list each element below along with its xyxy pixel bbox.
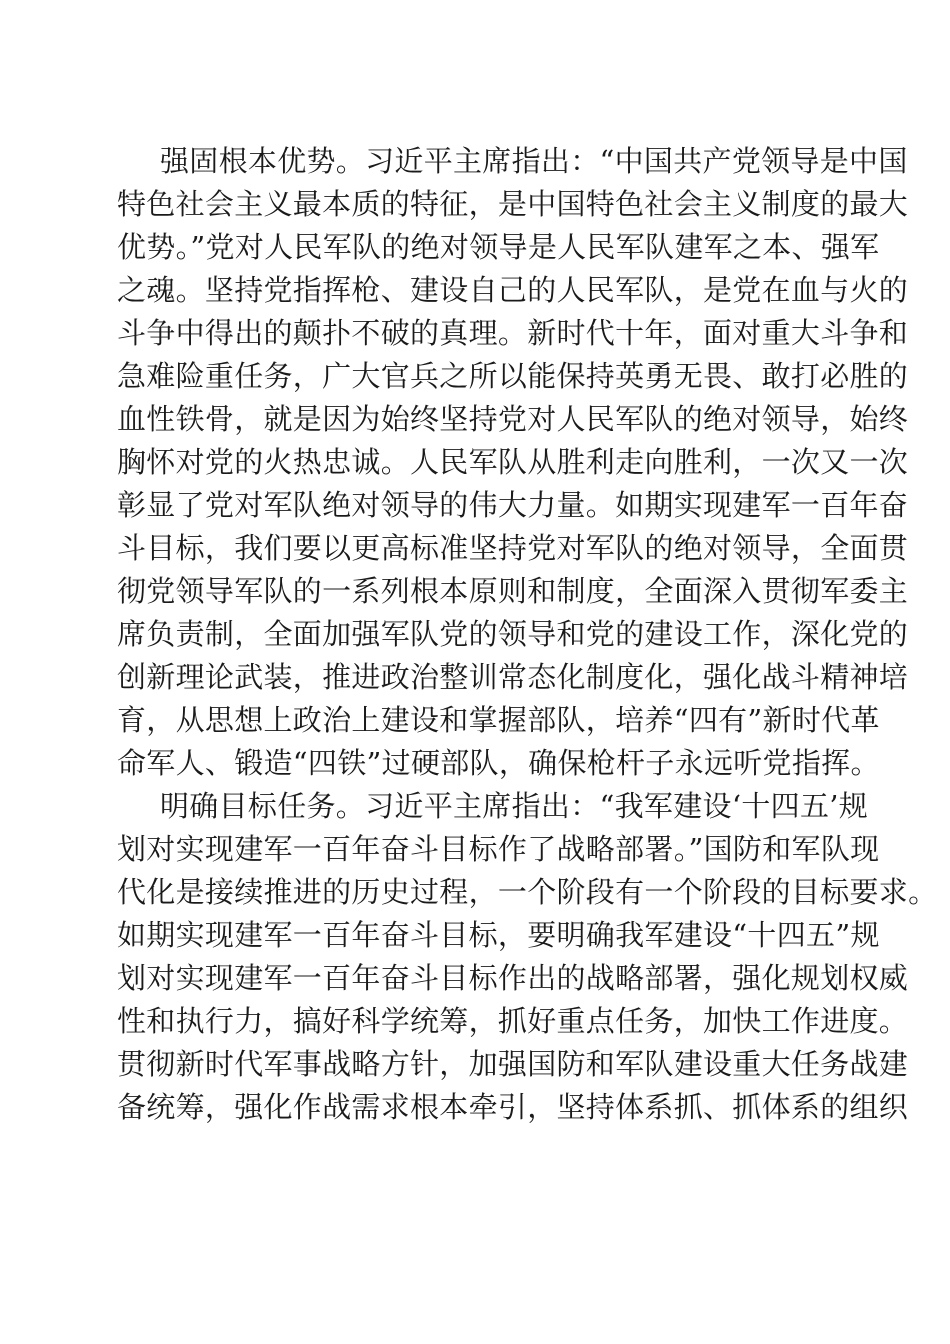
paragraph-1-line-9: 彰显了党对军队绝对领导的伟大力量。如期实现建军一百年奋 (117, 488, 909, 522)
paragraph-2-line-6: 性和执行力，搞好科学统筹，抓好重点任务，加快工作进度。 (117, 1004, 909, 1038)
paragraph-1-line-6: 急难险重任务，广大官兵之所以能保持英勇无畏、敢打必胜的 (117, 359, 909, 393)
paragraph-1-line-7: 血性铁骨，就是因为始终坚持党对人民军队的绝对领导，始终 (117, 402, 909, 436)
paragraph-2-line-2: 划对实现建军一百年奋斗目标作了战略部署。”国防和军队现 (117, 832, 880, 866)
paragraph-1-line-2: 特色社会主义最本质的特征，是中国特色社会主义制度的最大 (117, 187, 909, 221)
paragraph-1-line-13: 创新理论武装，推进政治整训常态化制度化，强化战斗精神培 (117, 660, 909, 694)
paragraph-1-line-12: 席负责制，全面加强军队党的领导和党的建设工作，深化党的 (117, 617, 909, 651)
paragraph-2-line-3: 代化是接续推进的历史过程，一个阶段有一个阶段的目标要求。 (117, 875, 938, 909)
paragraph-1-line-14: 育，从思想上政治上建设和掌握部队，培养“四有”新时代革 (117, 703, 880, 737)
paragraph-1-line-15: 命军人、锻造“四铁”过硬部队，确保枪杆子永远听党指挥。 (117, 746, 880, 780)
paragraph-1-line-1: 强固根本优势。习近平主席指出：“中国共产党领导是中国 (160, 144, 908, 178)
paragraph-1-line-11: 彻党领导军队的一系列根本原则和制度，全面深入贯彻军委主 (117, 574, 909, 608)
paragraph-2-line-7: 贯彻新时代军事战略方针，加强国防和军队建设重大任务战建 (117, 1047, 909, 1081)
paragraph-1-line-4: 之魂。坚持党指挥枪、建设自己的人民军队，是党在血与火的 (117, 273, 909, 307)
paragraph-1-line-3: 优势。”党对人民军队的绝对领导是人民军队建军之本、强军 (117, 230, 880, 264)
paragraph-2-line-5: 划对实现建军一百年奋斗目标作出的战略部署，强化规划权威 (117, 961, 909, 995)
paragraph-2-line-8: 备统筹，强化作战需求根本牵引，坚持体系抓、抓体系的组织 (117, 1090, 909, 1124)
paragraph-2-line-1: 明确目标任务。习近平主席指出：“我军建设‘十四五’规 (160, 789, 869, 823)
paragraph-1-line-8: 胸怀对党的火热忠诚。人民军队从胜利走向胜利，一次又一次 (117, 445, 909, 479)
paragraph-1-line-10: 斗目标，我们要以更高标准坚持党对军队的绝对领导，全面贯 (117, 531, 909, 565)
paragraph-1-line-5: 斗争中得出的颠扑不破的真理。新时代十年，面对重大斗争和 (117, 316, 909, 350)
paragraph-2-line-4: 如期实现建军一百年奋斗目标，要明确我军建设“十四五”规 (117, 918, 880, 952)
